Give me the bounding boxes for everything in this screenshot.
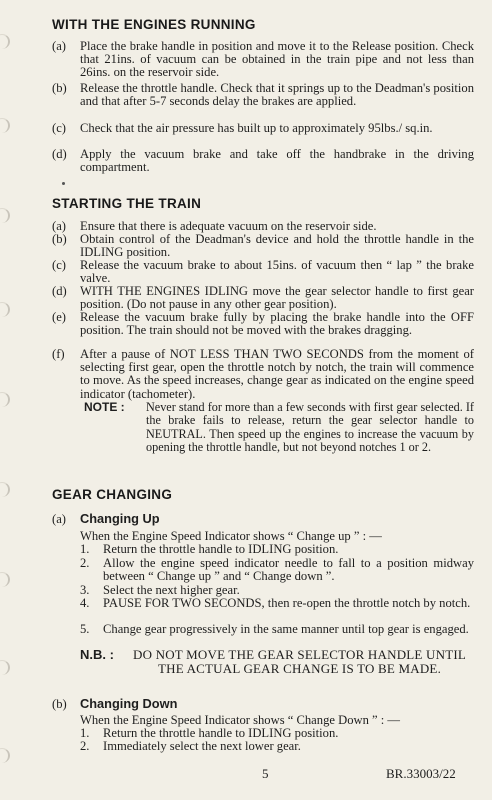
step-label: 4. xyxy=(80,596,90,610)
starting-item-d xyxy=(52,285,474,311)
starting-item-c xyxy=(52,259,474,285)
subsection-label-down: (b) xyxy=(52,697,67,711)
binder-hole xyxy=(0,482,10,497)
section-heading-running: WITH THE ENGINES RUNNING xyxy=(52,17,256,32)
section-heading-starting: STARTING THE TRAIN xyxy=(52,196,202,211)
item-label: (d) xyxy=(52,284,67,298)
step-text: Select the next higher gear. xyxy=(103,583,240,597)
intro-up: When the Engine Speed Indicator shows “ Change up ” : — xyxy=(80,529,382,543)
item-text: WITH THE ENGINES IDLING move the gear selector handle to first gear position. (Do not pause in any other gear position). xyxy=(80,284,474,312)
running-item-a xyxy=(52,40,474,80)
item-text: Check that the air pressure has built up to approximately 95lbs./ sq.in. xyxy=(80,121,433,135)
item-label: (c) xyxy=(52,258,66,272)
subsection-title-down: Changing Down xyxy=(80,696,178,711)
item-text: After a pause of NOT LESS THAN TWO SECONDS from the moment of selecting first gear, open the throttle notch by notch, the train will commence to move. As the speed increases, change gear as indicated on the engine speed indicator (tachometer). xyxy=(80,347,474,401)
binder-hole xyxy=(0,34,10,49)
step-label: 3. xyxy=(80,583,90,597)
item-label: (f) xyxy=(52,347,65,361)
item-label: (b) xyxy=(52,81,67,95)
running-item-d xyxy=(52,148,474,174)
running-item-c xyxy=(52,122,474,135)
starting-item-f xyxy=(52,348,474,401)
nb-text: DO NOT MOVE THE GEAR SELECTOR HANDLE UNTIL THE ACTUAL GEAR CHANGE IS TO BE MADE. xyxy=(132,647,467,676)
item-label: (a) xyxy=(52,219,66,233)
item-text: Obtain control of the Deadman's device and hold the throttle handle in the IDLING position. xyxy=(80,232,474,260)
item-label: (b) xyxy=(52,232,67,246)
running-item-b xyxy=(52,82,474,108)
binder-hole xyxy=(0,208,10,223)
step-up-2 xyxy=(80,557,474,583)
starting-item-b xyxy=(52,233,474,259)
item-label: (d) xyxy=(52,147,67,161)
binder-hole xyxy=(0,392,10,407)
subsection-title-up: Changing Up xyxy=(80,511,160,526)
item-label: (a) xyxy=(52,39,66,53)
item-label: (e) xyxy=(52,310,66,324)
item-text: Ensure that there is adequate vacuum on the reservoir side. xyxy=(80,219,377,233)
section-heading-gear: GEAR CHANGING xyxy=(52,487,173,502)
binder-hole xyxy=(0,302,10,317)
step-text: Change gear progressively in the same manner until top gear is engaged. xyxy=(103,622,469,636)
step-text: Return the throttle handle to IDLING position. xyxy=(103,726,339,740)
item-text: Release the throttle handle. Check that it springs up to the Deadman's position and that after 5-7 seconds delay the brakes are applied. xyxy=(80,81,474,109)
step-up-4 xyxy=(80,597,474,610)
step-text: Return the throttle handle to IDLING position. xyxy=(103,542,339,556)
step-label: 1. xyxy=(80,542,90,556)
step-text: Immediately select the next lower gear. xyxy=(103,739,301,753)
nb-label: N.B. : xyxy=(80,647,114,662)
intro-down: When the Engine Speed Indicator shows “ Change Down ” : — xyxy=(80,713,401,727)
nb-block xyxy=(80,648,474,675)
subsection-label-up: (a) xyxy=(52,512,66,526)
step-text: PAUSE FOR TWO SECONDS, then re-open the throttle notch by notch. xyxy=(103,596,471,610)
binder-hole xyxy=(0,660,10,675)
step-up-5 xyxy=(80,623,474,636)
item-text: Apply the vacuum brake and take off the handbrake in the driving compartment. xyxy=(80,147,474,175)
step-label: 2. xyxy=(80,739,90,753)
binder-hole xyxy=(0,572,10,587)
item-text: Release the vacuum brake fully by placing the brake handle into the OFF position. The train should not be moved with the brakes dragging. xyxy=(80,310,474,338)
item-text: Release the vacuum brake to about 15ins. of vacuum then “ lap ” the brake valve. xyxy=(80,258,474,286)
binder-hole xyxy=(0,748,10,763)
step-label: 1. xyxy=(80,726,90,740)
step-label: 5. xyxy=(80,622,90,636)
ink-speck xyxy=(62,182,65,185)
note-label: NOTE : xyxy=(84,400,125,414)
binder-hole xyxy=(0,118,10,133)
page-number: 5 xyxy=(262,766,269,781)
step-up-1 xyxy=(80,543,474,556)
item-label: (c) xyxy=(52,121,66,135)
item-text: Place the brake handle in position and move it to the Release position. Check that 21ins. of vacuum can be obtained in the train pipe and not less than 26ins. on the reservoir side. xyxy=(80,39,474,80)
step-down-2 xyxy=(80,740,474,753)
step-text: Allow the engine speed indicator needle to fall to a position midway between “ Change up ” and “ Change down ”. xyxy=(103,556,474,584)
step-label: 2. xyxy=(80,556,90,570)
note-text: Never stand for more than a few seconds with first gear selected. If the brake fails to release, return the gear selector handle to NEUTRAL. Then speed up the engines to increase the vacuum by opening the throttle handle, but not beyond notches 1 or 2. xyxy=(146,400,474,455)
starting-item-e xyxy=(52,311,474,337)
note-block xyxy=(84,401,474,455)
document-reference: BR.33003/22 xyxy=(386,766,456,781)
